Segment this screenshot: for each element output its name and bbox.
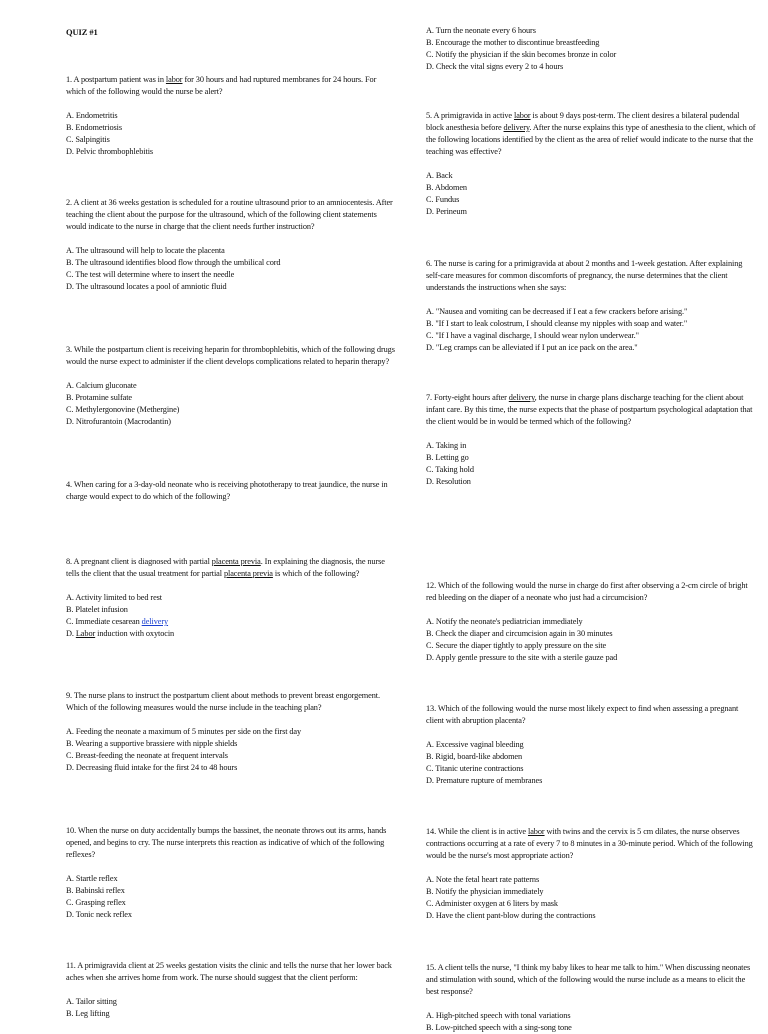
quiz-title: QUIZ #1 [66,27,98,37]
question-8-options [66,592,396,640]
question-3 [66,344,396,428]
option: B. Check the diaper and circumcision again in 30 minutes [426,629,613,638]
option: A. Endometritis [66,111,118,120]
question-4 [66,479,396,503]
question-8 [66,556,396,640]
option: C. Secure the diaper tightly to apply pressure on the site [426,641,607,650]
question-3-options [66,380,396,428]
option: A. Notify the neonate's pediatrician immediately [426,617,583,626]
option: B. Endometriosis [66,123,123,132]
question-2-text: 2. A client at 36 weeks gestation is scheduled for a routine ultrasound prior to an amniocentesis. After teaching the client about the purpose for the ultrasound, which of the following client statements would indicate to the nurse in charge that the client needs further instruction? [66,198,393,231]
option: B. Abdomen [426,183,467,192]
option: A. "Nausea and vomiting can be decreased if I eat a few crackers before arising." [426,307,688,316]
option: D. Apply gentle pressure to the site with a sterile gauze pad [426,653,618,662]
option: D. Nitrofurantoin (Macrodantin) [66,417,171,426]
option: B. Notify the physician immediately [426,887,544,896]
question-9-text: 9. The nurse plans to instruct the postpartum client about methods to prevent breast engorgement. Which of the following measures would the nurse include in the teaching plan? [66,691,380,712]
question-15 [426,962,756,1034]
option: C. Immediate cesarean delivery [66,617,169,626]
option: C. Breast-feeding the neonate at frequent intervals [66,751,228,760]
option: D. Tonic neck reflex [66,910,132,919]
question-15-options [426,1010,756,1034]
question-1-options [66,110,396,158]
option: D. Premature rupture of membranes [426,776,543,785]
option: B. Letting go [426,453,469,462]
option: C. Grasping reflex [66,898,126,907]
option: A. Tailor sitting [66,997,117,1006]
option: A. The ultrasound will help to locate the placenta [66,246,225,255]
option: A. Turn the neonate every 6 hours [426,26,536,35]
option: D. Check the vital signs every 2 to 4 hours [426,62,564,71]
option: D. "Leg cramps can be alleviated if I put an ice pack on the area." [426,343,638,352]
question-12-options [426,616,756,664]
question-14-options [426,874,756,922]
option: B. Babinski reflex [66,886,125,895]
option: A. Taking in [426,441,467,450]
option: C. Administer oxygen at 6 liters by mask [426,899,558,908]
option: C. Titanic uterine contractions [426,764,524,773]
option: D. Resolution [426,477,471,486]
option: C. "If I have a vaginal discharge, I should wear nylon underwear." [426,331,639,340]
question-4-text: 4. When caring for a 3-day-old neonate who is receiving phototherapy to treat jaundice, the nurse in charge would expect to do which of the following? [66,480,388,501]
question-6-options [426,306,756,354]
option: C. Notify the physician if the skin becomes bronze in color [426,50,617,59]
question-5 [426,110,756,218]
option: D. Labor induction with oxytocin [66,629,175,638]
option: D. The ultrasound locates a pool of amniotic fluid [66,282,227,291]
question-1-text: 1. A postpartum patient was in labor for 30 hours and had ruptured membranes for 24 hours. For which of the following would the nurse be alert? [66,75,377,96]
question-6-text: 6. The nurse is caring for a primigravida at about 2 months and 1-week gestation. After explaining self-care measures for common discomforts of pregnancy, the nurse determines that the client understands the instructions when she says: [426,259,743,292]
question-1 [66,74,396,158]
option: C. Methylergonovine (Methergine) [66,405,180,414]
option: B. Wearing a supportive brassiere with nipple shields [66,739,238,748]
question-9 [66,690,396,774]
question-9-options [66,726,396,774]
option: B. Protamine sulfate [66,393,132,402]
question-10-text: 10. When the nurse on duty accidentally bumps the bassinet, the neonate throws out its arms, hands opened, and begins to cry. The nurse interprets this reaction as indicative of which of the following reflexes? [66,826,387,859]
delivery-link[interactable]: delivery [141,617,169,626]
option: C. Taking hold [426,465,474,474]
question-2-options [66,245,396,293]
question-12 [426,580,756,664]
option: D. Decreasing fluid intake for the first 24 to 48 hours [66,763,238,772]
option: A. Feeding the neonate a maximum of 5 minutes per side on the first day [66,727,302,736]
question-5-options [426,170,756,218]
question-5-text: 5. A primigravida in active labor is about 9 days post-term. The client desires a bilateral pudendal block anesthesia before delivery. After the nurse explains this type of anesthesia to the client, which of the following locations identified by the client as the area of relief would indicate to the nurse that the teaching was effective? [426,111,756,156]
option: B. Leg lifting [66,1009,110,1018]
question-8-text: 8. A pregnant client is diagnosed with partial placenta previa. In explaining the diagnosis, the nurse tells the client that the usual treatment for partial placenta previa is which of the following? [66,557,385,578]
option: A. Startle reflex [66,874,118,883]
option: A. High-pitched speech with tonal variations [426,1011,571,1020]
question-2 [66,197,396,293]
option: A. Back [426,171,453,180]
option: B. The ultrasound identifies blood flow through the umbilical cord [66,258,281,267]
option: D. Pelvic thrombophlebitis [66,147,154,156]
question-13-options [426,739,756,787]
option: A. Excessive vaginal bleeding [426,740,524,749]
option: D. Have the client pant-blow during the contractions [426,911,596,920]
option: B. Platelet infusion [66,605,128,614]
question-6 [426,258,756,354]
option: A. Activity limited to bed rest [66,593,162,602]
question-14 [426,826,756,922]
option: B. "If I start to leak colostrum, I should cleanse my nipples with soap and water." [426,319,688,328]
question-11 [66,960,396,1020]
option: B. Low-pitched speech with a sing-song tone [426,1023,572,1032]
option: A. Calcium gluconate [66,381,137,390]
question-7 [426,392,756,488]
option: B. Rigid, board-like abdomen [426,752,523,761]
question-4-options [426,25,756,73]
option: A. Note the fetal heart rate patterns [426,875,540,884]
question-11-options [66,996,396,1020]
option: C. Fundus [426,195,460,204]
question-12-text: 12. Which of the following would the nurse in charge do first after observing a 2-cm circle of bright red bleeding on the diaper of a neonate who just had a circumcision? [426,581,748,602]
question-14-text: 14. While the client is in active labor with twins and the cervix is 5 cm dilates, the nurse observes contractions occurring at a rate of every 7 to 8 minutes in a 30-minute period. Which of the following would be the nurse's most appropriate action? [426,827,753,860]
option: D. Perineum [426,207,467,216]
option: B. Encourage the mother to discontinue breastfeeding [426,38,600,47]
option: C. The test will determine where to insert the needle [66,270,235,279]
question-10-options [66,873,396,921]
question-13 [426,703,756,787]
question-3-text: 3. While the postpartum client is receiving heparin for thrombophlebitis, which of the following drugs would the nurse expect to administer if the client develops complications related to heparin therapy? [66,345,395,366]
option: C. Salpingitis [66,135,110,144]
question-13-text: 13. Which of the following would the nurse most likely expect to find when assessing a pregnant client with abruption placenta? [426,704,739,725]
question-7-text: 7. Forty-eight hours after delivery, the nurse in charge plans discharge teaching for the client about infant care. By this time, the nurse expects that the phase of postpartum psychological adaptation that the client would be in would be termed which of the following? [426,393,753,426]
question-15-text: 15. A client tells the nurse, "I think my baby likes to hear me talk to him." When discussing neonates and stimulation with sound, which of the following would the nurse include as a means to elicit the best response? [426,963,751,996]
question-11-text: 11. A primigravida client at 25 weeks gestation visits the clinic and tells the nurse that her lower back aches when she arrives home from work. The nurse should suggest that the client perform: [66,961,392,982]
question-10 [66,825,396,921]
question-7-options [426,440,756,488]
